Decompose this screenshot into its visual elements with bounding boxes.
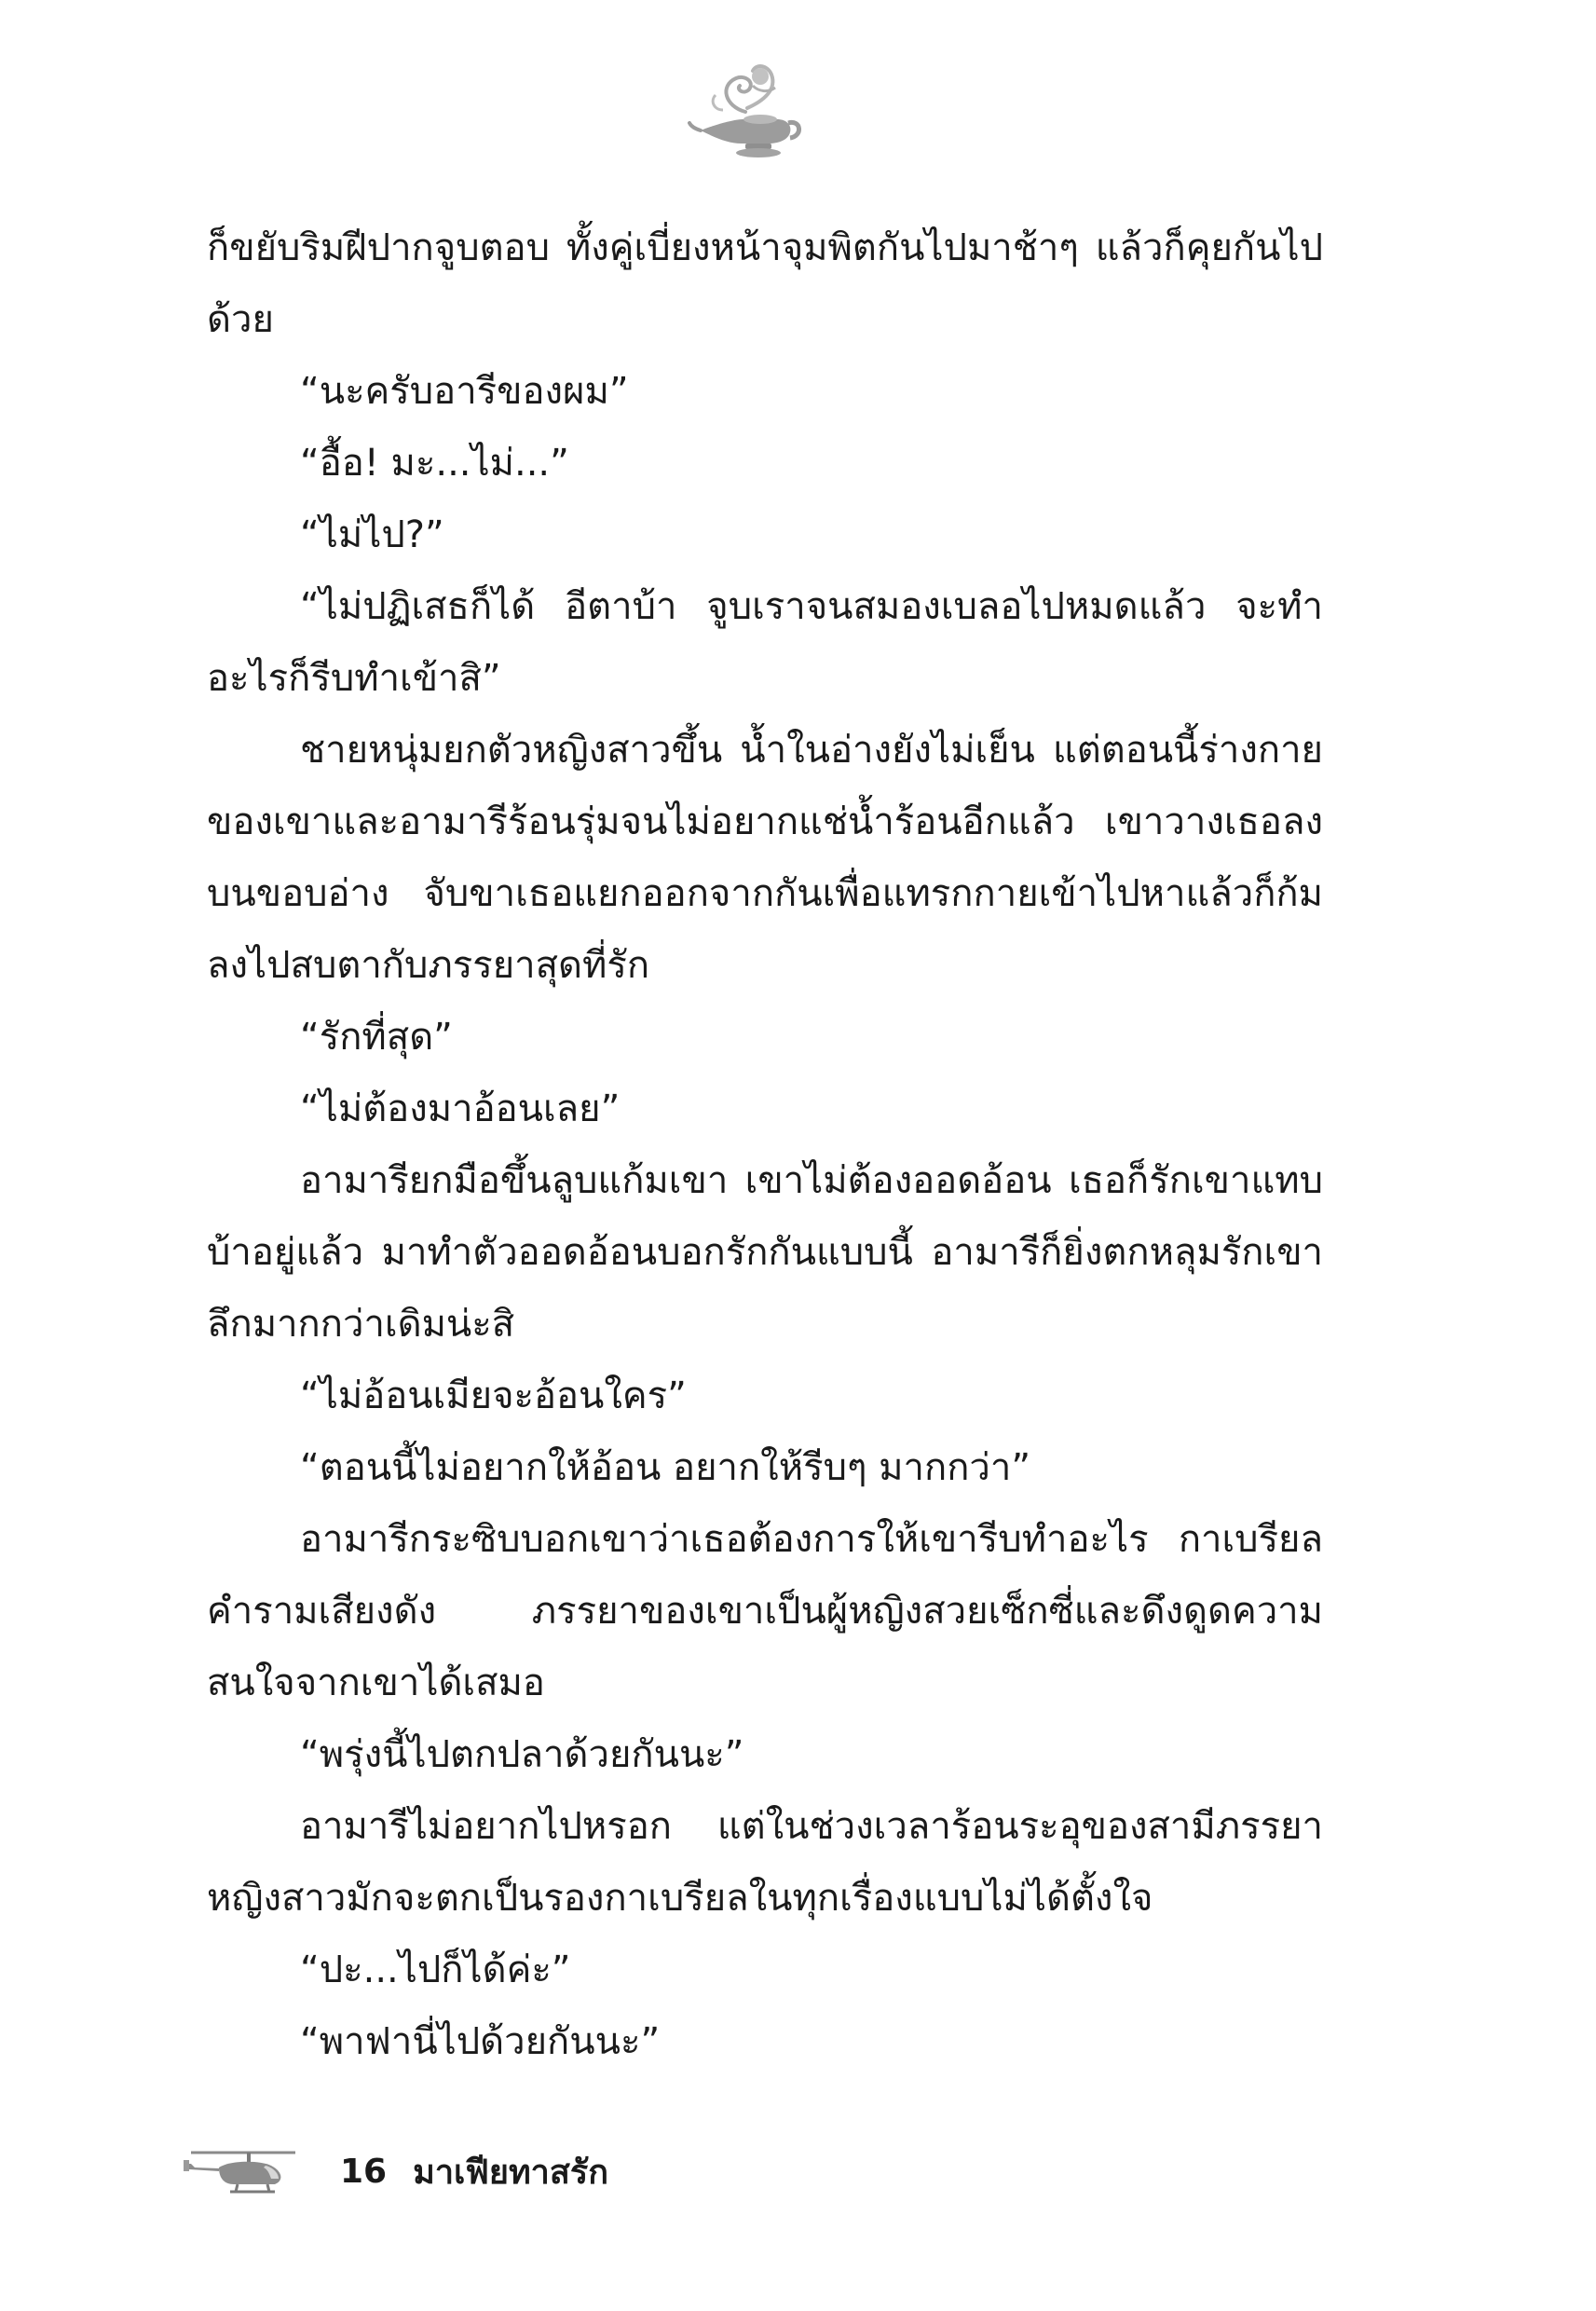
paragraph: “ปะ...ไปก็ได้ค่ะ”: [300, 1949, 571, 1991]
paragraph: ชายหนุ่มยกตัวหญิงสาวขึ้น น้ำในอ่างยังไม่เย็น แต่ตอนนี้ร่างกายของเขาและอามารีร้อนรุ่มจนไม่อยากแช่น้ำร้อนอีกแล้ว เขาวางเธอลงบนขอบอ่าง จับขาเธอแยกออกจากกันเพื่อแทรกกายเข้าไปหาแล้วก็ก้มลงไปสบตากับภรรยาสุดที่รัก: [207, 729, 1323, 987]
book-title: มาเฟียทาสรัก: [413, 2153, 608, 2192]
paragraph: “ไม่ปฏิเสธก็ได้ อีตาบ้า จูบเราจนสมองเบลอไปหมดแล้ว จะทำอะไรก็รีบทำเข้าสิ”: [207, 585, 1323, 700]
paragraph: “อื้อ! มะ...ไม่...”: [300, 442, 569, 485]
paragraph: “ตอนนี้ไม่อยากให้อ้อน อยากให้รีบๆ มากกว่า”: [300, 1446, 1031, 1489]
page-footer: [182, 2143, 608, 2199]
paragraph: “พาฟานี่ไปด้วยกันนะ”: [300, 2020, 661, 2063]
paragraph: “ไม่อ้อนเมียจะอ้อนใคร”: [300, 1374, 687, 1417]
page-number: 16: [340, 2152, 388, 2191]
paragraph: “ไม่ไป?”: [300, 513, 444, 556]
story-body: [207, 212, 1323, 2078]
paragraph: อามารีไม่อยากไปหรอก แต่ในช่วงเวลาร้อนระอุของสามีภรรยาหญิงสาวมักจะตกเป็นรองกาเบรียลในทุกเรื่องแบบไม่ได้ตั้งใจ: [207, 1805, 1323, 1920]
paragraph: ก็ขยับริมฝีปากจูบตอบ ทั้งคู่เบี่ยงหน้าจุมพิตกันไปมาช้าๆ แล้วก็คุยกันไปด้วย: [207, 226, 1323, 341]
genie-lamp-icon: [688, 58, 809, 160]
helicopter-icon: [182, 2143, 303, 2199]
paragraph: “ไม่ต้องมาอ้อนเลย”: [300, 1087, 621, 1130]
paragraph: อามารียกมือขึ้นลูบแก้มเขา เขาไม่ต้องออดอ้อน เธอก็รักเขาแทบบ้าอยู่แล้ว มาทำตัวออดอ้อนบอกรักกันแบบนี้ อามารีก็ยิ่งตกหลุมรักเขาลึกมากกว่าเดิมน่ะสิ: [207, 1159, 1323, 1346]
paragraph: “นะครับอารีของผม”: [300, 370, 629, 413]
paragraph: “พรุ่งนี้ไปตกปลาด้วยกันนะ”: [300, 1733, 744, 1776]
paragraph: อามารีกระซิบบอกเขาว่าเธอต้องการให้เขารีบทำอะไร กาเบรียลคำรามเสียงดัง ภรรยาของเขาเป็นผู้หญิงสวยเซ็กซี่และดึงดูดความสนใจจากเขาได้เสมอ: [207, 1518, 1323, 1704]
paragraph: “รักที่สุด”: [300, 1016, 453, 1059]
